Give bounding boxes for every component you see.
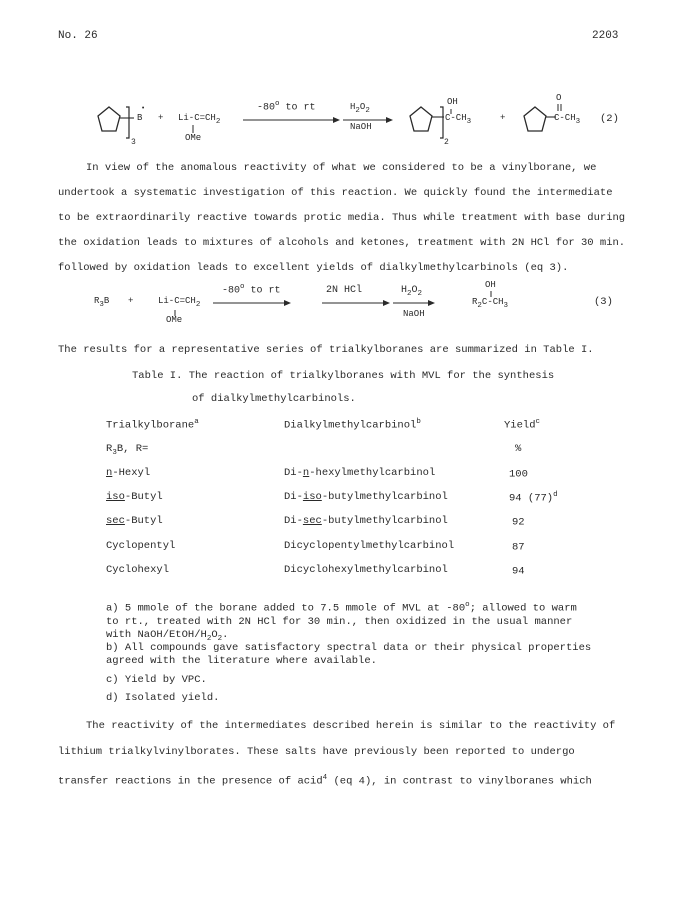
plus-sign: + (158, 113, 164, 123)
table-cell-borane: n-Hexyl (106, 467, 151, 479)
journal-issue-number: No. 26 (58, 30, 98, 42)
yield-unit: % (515, 443, 522, 455)
plus-sign-3: + (128, 296, 134, 306)
table-cell-carbinol: Dicyclohexylmethylcarbinol (284, 564, 448, 576)
trialkylborane-reactant: $R_3B$ (94, 296, 110, 309)
paragraph-line: lithium trialkylvinylborates. These salts have previously been reported to undergo (58, 746, 575, 758)
table-cell-borane: iso-Butyl (106, 491, 163, 503)
mvl-reagent: $Li-C=CH_2$ (178, 113, 221, 126)
table-header-yield: Yield$^c$ (504, 418, 541, 432)
condition-peroxide-3: $H_2O_2$ (401, 285, 423, 298)
table-header-borane: Trialkylborane$^a$ (106, 418, 199, 432)
boron-atom: B (137, 113, 143, 123)
methoxy-group: OMe (185, 133, 202, 143)
footnote-c: c) Yield by VPC. (106, 674, 207, 686)
plus-sign-2: + (500, 113, 506, 123)
ketone-carbon: $C-CH_3$ (554, 113, 581, 126)
carbinol-product: $R_2C-CH_3$ (472, 297, 509, 310)
table-subheader: $R_3B$, R= (106, 443, 149, 458)
table-cell-carbinol: Di-n-hexylmethylcarbinol (284, 467, 436, 479)
equation-number-2: (2) (600, 113, 619, 125)
table-cell-yield: 94 $(77)^d$ (509, 491, 558, 505)
boron-radical-dot: • (141, 105, 146, 113)
methoxy-group-3: OMe (166, 315, 183, 325)
table-caption-line-2: of dialkylmethylcarbinols. (192, 393, 356, 405)
table-cell-borane: Cyclopentyl (106, 540, 176, 552)
condition-base: NaOH (350, 122, 372, 132)
table-cell-borane: sec-Butyl (106, 515, 163, 527)
condition-peroxide: $H_2O_2$ (350, 102, 370, 115)
ring-count-subscript: 3 (131, 138, 136, 147)
paragraph-line: transfer reactions in the presence of acid$^4$ (eq 4), in contrast to vinylboranes which (58, 774, 592, 788)
page-number: 2203 (592, 30, 619, 42)
footnote-d: d) Isolated yield. (106, 692, 220, 704)
footnote-b: b) All compounds gave satisfactory spectral data or their physical properties agreed with the literature where available. (106, 642, 592, 667)
paragraph-line: undertook a systematic investigation of this reaction. We quickly found the intermediate (58, 187, 613, 199)
condition-temperature-3: -80$^o$ to rt (222, 283, 281, 297)
equation-number-3: (3) (594, 296, 613, 308)
table-cell-yield: 92 (512, 516, 525, 529)
mvl-reagent-3: $Li-C=CH_2$ (158, 296, 201, 309)
table-cell-yield: 100 (509, 468, 528, 481)
condition-temperature: -80$^o$ to rt (257, 100, 316, 114)
carbonyl-oxygen: O (556, 93, 562, 103)
table-cell-carbinol: Di-iso-butylmethylcarbinol (284, 491, 448, 503)
table-cell-carbinol: Di-sec-butylmethylcarbinol (284, 515, 448, 527)
hydroxyl-group: OH (447, 97, 458, 107)
table-header-carbinol: Dialkylmethylcarbinol$^b$ (284, 418, 421, 432)
paragraph-line: to be extraordinarily reactive towards protic media. Thus while treatment with base during (58, 212, 626, 224)
footnote-a: a) 5 mmole of the borane added to 7.5 mmole of MVL at -80$^o$; allowed to warm to rt., treated with 2N HCl for 30 min., then oxidized in the usual manner with NaOH/$EtOH/H_2O_2$. (106, 601, 577, 643)
table-cell-yield: 87 (512, 541, 525, 554)
table-cell-borane: Cyclohexyl (106, 564, 170, 576)
condition-base-3: NaOH (403, 309, 425, 319)
paragraph-line: In view of the anomalous reactivity of what we considered to be a vinylborane, we (86, 162, 597, 174)
paragraph-line: The reactivity of the intermediates described herein is similar to the reactivity of (86, 720, 616, 732)
hydroxyl-group-3: OH (485, 280, 496, 290)
table-caption: Table I. The reaction of trialkylboranes with MVL for the synthesis (132, 370, 555, 382)
carbinol-carbon: $C-CH_3$ (445, 113, 472, 126)
condition-acid: 2N HCl (326, 285, 363, 296)
table-cell-carbinol: Dicyclopentylmethylcarbinol (284, 540, 455, 552)
paragraph-line: followed by oxidation leads to excellent yields of dialkylmethylcarbinols (eq 3). (58, 262, 569, 274)
paragraph-3 (58, 713, 628, 795)
dialkyl-subscript: 2 (444, 138, 449, 147)
paragraph-line: the oxidation leads to mixtures of alcohols and ketones, treatment with 2N HCl for 30 min. (58, 237, 626, 249)
table-cell-yield: 94 (512, 565, 525, 578)
paragraph-2: The results for a representative series of trialkylboranes are summarized in Table I. (58, 344, 594, 356)
